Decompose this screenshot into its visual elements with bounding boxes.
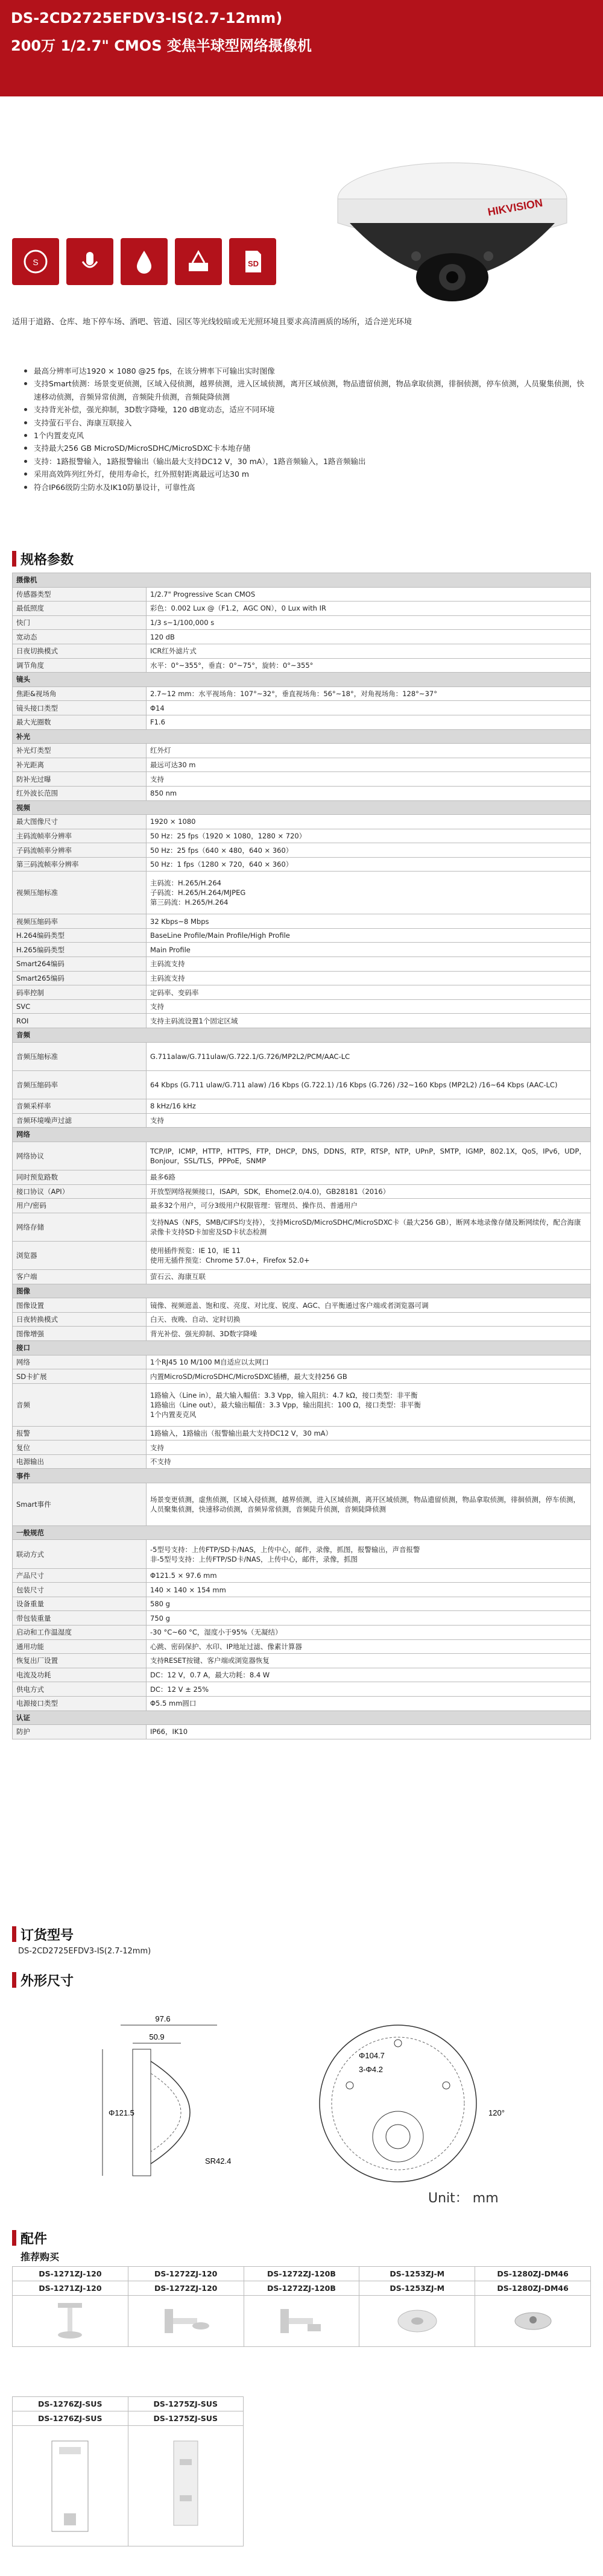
spec-value: 1路输入，1路输出（报警输出最大支持DC12 V，30 mA） <box>147 1426 591 1440</box>
spec-key: 最大图像尺寸 <box>13 815 147 829</box>
spec-row <box>13 1597 591 1611</box>
spec-value: BaseLine Profile/Main Profile/High Profile <box>147 928 591 943</box>
spec-key: 电流及功耗 <box>13 1668 147 1682</box>
spec-key: 音频 <box>13 1383 147 1426</box>
spec-row <box>13 1668 591 1682</box>
dim-50-9: 50.9 <box>149 2032 165 2041</box>
spec-key: 联动方式 <box>13 1540 147 1568</box>
spec-value: 使用插件预览：IE 10，IE 11 使用无插件预览：Chrome 57.0+，Firefox 52.0+ <box>147 1241 591 1269</box>
spec-row <box>13 1213 591 1241</box>
spec-row <box>13 1099 591 1113</box>
spec-category: 音频 <box>13 1028 591 1043</box>
spec-key: 复位 <box>13 1440 147 1455</box>
spec-key: 客户端 <box>13 1270 147 1284</box>
spec-key: 包装尺寸 <box>13 1583 147 1597</box>
spec-row <box>13 1014 591 1028</box>
acc-name: DS-1280ZJ-DM46 <box>475 2281 591 2296</box>
spec-value: G.711alaw/G.711ulaw/G.722.1/G.726/MP2L2/PCM/AAC-LC <box>147 1042 591 1070</box>
spec-value: 场景变更侦测，虚焦侦测，区域入侵侦测，越界侦测，进入区域侦测，离开区域侦测，物品遗留侦测，物品拿取侦测，徘徊侦测，停车侦测，人员聚集侦测，快速移动侦测，音频异常侦测，音频陡升侦测，音频陡降侦测 <box>147 1483 591 1526</box>
acc-image <box>13 2296 128 2347</box>
spec-row <box>13 985 591 1000</box>
spec-row <box>13 914 591 929</box>
spec-category: 事件 <box>13 1469 591 1483</box>
spec-row <box>13 1170 591 1184</box>
spec-row <box>13 686 591 701</box>
intro-text: 适用于道路、仓库、地下停车场、酒吧、管道、园区等光线较暗或无光照环境且要求高清画质的场所，适合逆光环境 <box>12 318 412 327</box>
spec-row <box>13 1270 591 1284</box>
acc-name: DS-1272ZJ-120B <box>244 2281 359 2296</box>
spec-row <box>13 701 591 715</box>
spec-key: 补光灯类型 <box>13 744 147 758</box>
spec-key: 同时预览路数 <box>13 1170 147 1184</box>
spec-row <box>13 744 591 758</box>
spec-row <box>13 843 591 858</box>
spec-value: 1路输入（Line in），最大输入幅值：3.3 Vpp，输入阻抗：4.7 kΩ，接口类型：非平衡 1路输出（Line out），最大输出幅值：3.3 Vpp，输出阻抗：100 Ω，接口类型：非平衡 1个内置麦克风 <box>147 1383 591 1426</box>
spec-row <box>13 1199 591 1213</box>
acc-image <box>244 2296 359 2347</box>
spec-row <box>13 1454 591 1469</box>
spec-key: 图像增强 <box>13 1327 147 1341</box>
spec-key: 防护 <box>13 1725 147 1739</box>
spec-row <box>13 1383 591 1426</box>
spec-value: 50 Hz：25 fps（1920 × 1080，1280 × 720） <box>147 829 591 843</box>
acc-name: DS-1253ZJ-M <box>359 2267 475 2281</box>
section-marker <box>12 551 16 567</box>
spec-category-row <box>13 1128 591 1142</box>
spec-value: 1个RJ45 10 M/100 M自适应以太网口 <box>147 1355 591 1369</box>
spec-key: 音频压缩标准 <box>13 1042 147 1070</box>
acc-name: DS-1276ZJ-SUS <box>13 2397 128 2411</box>
spec-value: 内置MicroSD/MicroSDHC/MicroSDXC插槽，最大支持256 GB <box>147 1369 591 1384</box>
spec-value: 白天、夜晚、自动、定时切换 <box>147 1312 591 1327</box>
order-title: 订货型号 <box>21 1928 74 1943</box>
spec-value: Φ5.5 mm圆口 <box>147 1696 591 1711</box>
spec-key: 宽动态 <box>13 630 147 644</box>
spec-value: 背光补偿、强光抑制、3D数字降噪 <box>147 1327 591 1341</box>
spec-key: 报警 <box>13 1426 147 1440</box>
spec-key: 供电方式 <box>13 1682 147 1697</box>
spec-key: 主码流帧率分辨率 <box>13 829 147 843</box>
spec-category-row <box>13 1341 591 1356</box>
spec-row <box>13 1355 591 1369</box>
spec-value: 50 Hz：25 fps（640 × 480，640 × 360） <box>147 843 591 858</box>
acc-name: DS-1271ZJ-120 <box>13 2281 128 2296</box>
spec-value: Main Profile <box>147 943 591 957</box>
spec-key: 启动和工作温湿度 <box>13 1625 147 1639</box>
spec-value: 120 dB <box>147 630 591 644</box>
spec-row <box>13 1483 591 1526</box>
spec-value: 支持 <box>147 1440 591 1455</box>
acc-image <box>13 2426 128 2546</box>
spec-category: 补光 <box>13 729 591 744</box>
spec-row <box>13 786 591 800</box>
section-marker <box>12 1972 16 1988</box>
spec-value: 2.7~12 mm：水平视场角：107°~32°，垂直视场角：56°~18°，对角视场角：128°~37° <box>147 686 591 701</box>
spec-value: -30 °C~60 °C，湿度小于95%（无凝结） <box>147 1625 591 1639</box>
spec-key: 调节角度 <box>13 658 147 673</box>
dim-121-5: Φ121.5 <box>109 2108 134 2117</box>
spec-row <box>13 1696 591 1711</box>
spec-value: 镜像、视频遮盖、饱和度、亮度、对比度、锐度、AGC、白平衡通过客户端或者浏览器可调 <box>147 1298 591 1313</box>
spec-key: Smart265编码 <box>13 971 147 985</box>
spec-title: 规格参数 <box>21 553 74 568</box>
section-marker <box>12 2230 16 2246</box>
spec-value: 主码流支持 <box>147 971 591 985</box>
spec-category: 一般规范 <box>13 1525 591 1540</box>
spec-key: 传感器类型 <box>13 587 147 602</box>
spec-row <box>13 1070 591 1099</box>
spec-row <box>13 957 591 972</box>
spec-value: -5型号支持：上传FTP/SD卡/NAS，上传中心，邮件，录像，抓图，报警输出，声音报警 非-5型号支持：上传FTP/SD卡/NAS，上传中心，邮件，录像，抓图 <box>147 1540 591 1568</box>
feature-item: 最高分辨率可达1920 × 1080 @25 fps，在该分辨率下可输出实时图像 <box>24 365 585 377</box>
spec-row <box>13 715 591 729</box>
spec-row <box>13 758 591 772</box>
spec-row <box>13 658 591 673</box>
feature-item: 支持萤石平台、海康互联接入 <box>24 416 585 429</box>
spec-category: 图像 <box>13 1284 591 1298</box>
spec-value: 8 kHz/16 kHz <box>147 1099 591 1113</box>
spec-key: 镜头接口类型 <box>13 701 147 715</box>
acc-name: DS-1272ZJ-120B <box>244 2267 359 2281</box>
spec-row <box>13 1142 591 1170</box>
acc-name: DS-1272ZJ-120 <box>128 2281 244 2296</box>
spec-key: 视频压缩标准 <box>13 872 147 914</box>
spec-key: 产品尺寸 <box>13 1568 147 1583</box>
acc-image <box>128 2296 244 2347</box>
svg-text:S: S <box>33 257 39 267</box>
spec-key: 快门 <box>13 615 147 630</box>
spec-key: 红外波长范围 <box>13 786 147 800</box>
spec-key: ROI <box>13 1014 147 1028</box>
spec-key: 网络协议 <box>13 1142 147 1170</box>
spec-value: 最多32个用户，可分3级用户权限管理：管理员、操作员、普通用户 <box>147 1199 591 1213</box>
spec-category-row <box>13 800 591 815</box>
spec-row <box>13 615 591 630</box>
audio-icon <box>66 238 113 285</box>
dim-120-deg: 120° <box>488 2108 505 2117</box>
vandal-icon <box>175 238 222 285</box>
spec-value: Φ121.5 × 97.6 mm <box>147 1568 591 1583</box>
spec-category: 视频 <box>13 800 591 815</box>
spec-value: 主码流支持 <box>147 957 591 972</box>
order-model: DS-2CD2725EFDV3-IS(2.7-12mm) <box>18 1947 151 1956</box>
acc-name: DS-1280ZJ-DM46 <box>475 2267 591 2281</box>
spec-value: 支持主码流设置1个固定区域 <box>147 1014 591 1028</box>
spec-category: 认证 <box>13 1711 591 1725</box>
feature-item: 支持背光补偿，强光抑制，3D数字降噪，120 dB宽动态，适应不同环境 <box>24 403 585 416</box>
spec-row <box>13 1654 591 1668</box>
acc-subtitle: 推荐购买 <box>21 2251 60 2263</box>
spec-row <box>13 587 591 602</box>
spec-row <box>13 1725 591 1739</box>
spec-row <box>13 1241 591 1269</box>
section-marker <box>12 1926 16 1942</box>
feature-item: 支持：1路报警输入，1路报警输出（输出最大支持DC12 V，30 mA），1路音频输入，1路音频输出 <box>24 455 585 468</box>
spec-value: 1920 × 1080 <box>147 815 591 829</box>
spec-row <box>13 644 591 658</box>
spec-row <box>13 829 591 843</box>
spec-key: 浏览器 <box>13 1241 147 1269</box>
spec-value: 支持 <box>147 999 591 1014</box>
spec-row <box>13 999 591 1014</box>
spec-value: 定码率、变码率 <box>147 985 591 1000</box>
spec-value: ICR红外滤片式 <box>147 644 591 658</box>
spec-row <box>13 1440 591 1455</box>
spec-key: 防补光过曝 <box>13 772 147 787</box>
spec-key: 日夜转换模式 <box>13 1312 147 1327</box>
spec-value: 支持NAS（NFS，SMB/CIFS均支持），支持MicroSD/MicroSDHC/MicroSDXC卡（最大256 GB），断网本地录像存储及断网续传，配合海康录像卡支持SD卡加密及SD卡状态检测 <box>147 1213 591 1241</box>
product-model: DS-2CD2725EFDV3-IS(2.7-12mm) <box>11 10 283 27</box>
spec-row <box>13 857 591 872</box>
spec-value: 750 g <box>147 1611 591 1626</box>
spec-row <box>13 1625 591 1639</box>
spec-value: 开放型网络视频接口，ISAPI，SDK，Ehome(2.0/4.0)，GB28181（2016） <box>147 1184 591 1199</box>
feature-item: 1个内置麦克风 <box>24 429 585 442</box>
feature-item: 支持Smart侦测：场景变更侦测，区域入侵侦测，越界侦测，进入区域侦测，离开区域侦测，物品遗留侦测，物品拿取侦测，徘徊侦测，停车侦测，人员聚集侦测，快速移动侦测，音频异常侦测，音频陡升侦测，音频陡降侦测 <box>24 377 585 403</box>
spec-value: 850 nm <box>147 786 591 800</box>
spec-value: 支持RESET按键、客户端或浏览器恢复 <box>147 1654 591 1668</box>
spec-category-row <box>13 729 591 744</box>
spec-key: SD卡扩展 <box>13 1369 147 1384</box>
spec-value: 水平：0°~355°，垂直：0°~75°，旋转：0°~355° <box>147 658 591 673</box>
spec-key: 通用功能 <box>13 1639 147 1654</box>
feature-item: 支持最大256 GB MicroSD/MicroSDHC/MicroSDXC卡本地存储 <box>24 442 585 454</box>
acc-image <box>128 2426 244 2546</box>
spec-row <box>13 630 591 644</box>
spec-row <box>13 1113 591 1128</box>
spec-value: 最远可达30 m <box>147 758 591 772</box>
spec-key: 音频压缩码率 <box>13 1070 147 1099</box>
spec-row <box>13 872 591 914</box>
spec-value: 主码流：H.265/H.264 子码流：H.265/H.264/MJPEG 第三码流：H.265/H.264 <box>147 872 591 914</box>
spec-key: 子码流帧率分辨率 <box>13 843 147 858</box>
spec-row <box>13 602 591 616</box>
spec-value: Φ14 <box>147 701 591 715</box>
spec-value: 最多6路 <box>147 1170 591 1184</box>
spec-value: 1/3 s~1/100,000 s <box>147 615 591 630</box>
spec-key: 带包装重量 <box>13 1611 147 1626</box>
spec-value: 支持 <box>147 772 591 787</box>
svg-text:SD: SD <box>247 259 259 268</box>
dim-sr42-4: SR42.4 <box>205 2157 232 2166</box>
dim-97-6: 97.6 <box>155 2014 171 2023</box>
accessory-grid-2 <box>12 2396 244 2546</box>
spec-key: Smart264编码 <box>13 957 147 972</box>
spec-category-row <box>13 1469 591 1483</box>
spec-value: 萤石云、海康互联 <box>147 1270 591 1284</box>
acc-name: DS-1276ZJ-SUS <box>13 2411 128 2426</box>
spec-key: 用户/密码 <box>13 1199 147 1213</box>
acc-image <box>475 2296 591 2347</box>
product-subtitle: 200万 1/2.7" CMOS 变焦半球型网络摄像机 <box>11 37 312 54</box>
spec-category-row <box>13 573 591 588</box>
accessory-grid <box>12 2266 591 2347</box>
spec-value: 32 Kbps~8 Mbps <box>147 914 591 929</box>
spec-key: 最低照度 <box>13 602 147 616</box>
dim-title: 外形尺寸 <box>21 1974 74 1989</box>
spec-category-row <box>13 1711 591 1725</box>
spec-row <box>13 1568 591 1583</box>
spec-row <box>13 971 591 985</box>
feature-item: 采用高效阵列红外灯，使用寿命长，红外照射距离最远可达30 m <box>24 468 585 480</box>
spec-key: SVC <box>13 999 147 1014</box>
brand-logo: HIKVISION <box>487 196 544 218</box>
spec-key: Smart事件 <box>13 1483 147 1526</box>
spec-value: 1/2.7" Progressive Scan CMOS <box>147 587 591 602</box>
spec-row <box>13 1312 591 1327</box>
spec-key: 第三码流帧率分辨率 <box>13 857 147 872</box>
spec-row <box>13 1682 591 1697</box>
spec-value: 不支持 <box>147 1454 591 1469</box>
spec-category: 镜头 <box>13 673 591 687</box>
spec-row <box>13 1583 591 1597</box>
spec-value: 心跳、密码保护、水印、IP地址过滤、像素计算器 <box>147 1639 591 1654</box>
spec-key: 音频采样率 <box>13 1099 147 1113</box>
spec-category: 接口 <box>13 1341 591 1356</box>
spec-category-row <box>13 1284 591 1298</box>
spec-value: TCP/IP，ICMP，HTTP，HTTPS，FTP，DHCP，DNS，DDNS，RTP，RTSP，NTP，UPnP，SMTP，IGMP，802.1X，QoS，IPv6，UDP，Bonjour，SSL/TLS，PPPoE，SNMP <box>147 1142 591 1170</box>
acc-name: DS-1275ZJ-SUS <box>128 2397 244 2411</box>
spec-key: 码率控制 <box>13 985 147 1000</box>
spec-key: 视频压缩码率 <box>13 914 147 929</box>
header-banner <box>0 0 603 96</box>
water-drop-icon <box>121 238 168 285</box>
smart-icon <box>12 238 59 285</box>
spec-key: H.264编码类型 <box>13 928 147 943</box>
spec-row <box>13 1327 591 1341</box>
spec-row <box>13 1042 591 1070</box>
spec-key: 设备重量 <box>13 1597 147 1611</box>
spec-category-row <box>13 1525 591 1540</box>
spec-category-row <box>13 1028 591 1043</box>
spec-row <box>13 815 591 829</box>
spec-row <box>13 1184 591 1199</box>
unit-label: Unit： mm <box>428 2191 499 2206</box>
spec-key: 电源接口类型 <box>13 1696 147 1711</box>
sd-card-icon <box>229 238 276 285</box>
camera-product-image <box>314 102 591 331</box>
spec-value: DC：12 V，0.7 A，最大功耗：8.4 W <box>147 1668 591 1682</box>
spec-key: 图像设置 <box>13 1298 147 1313</box>
spec-key: 电源输出 <box>13 1454 147 1469</box>
feature-list <box>24 365 585 494</box>
spec-key: 网络 <box>13 1355 147 1369</box>
acc-name: DS-1271ZJ-120 <box>13 2267 128 2281</box>
spec-value: 彩色：0.002 Lux @（F1.2，AGC ON），0 Lux with IR <box>147 602 591 616</box>
dimension-drawing <box>12 2001 591 2200</box>
spec-category: 网络 <box>13 1128 591 1142</box>
spec-key: 恢复出厂设置 <box>13 1654 147 1668</box>
spec-category-row <box>13 673 591 687</box>
spec-row <box>13 1540 591 1568</box>
spec-row <box>13 943 591 957</box>
spec-key: 接口协议（API） <box>13 1184 147 1199</box>
spec-table <box>12 573 591 1739</box>
spec-row <box>13 1298 591 1313</box>
spec-row <box>13 1611 591 1626</box>
spec-row <box>13 772 591 787</box>
spec-key: 最大光圈数 <box>13 715 147 729</box>
spec-key: H.265编码类型 <box>13 943 147 957</box>
spec-value: DC：12 V ± 25% <box>147 1682 591 1697</box>
spec-value: 64 Kbps (G.711 ulaw/G.711 alaw) /16 Kbps (G.722.1) /16 Kbps (G.726) /32~160 Kbps (MP2L2) /16~64 Kbps (AAC-LC) <box>147 1070 591 1099</box>
spec-category: 摄像机 <box>13 573 591 588</box>
feature-item: 符合IP66级防尘防水及IK10防暴设计，可靠性高 <box>24 481 585 494</box>
acc-name: DS-1275ZJ-SUS <box>128 2411 244 2426</box>
spec-value: 支持 <box>147 1113 591 1128</box>
spec-value: 50 Hz：1 fps（1280 × 720，640 × 360） <box>147 857 591 872</box>
acc-name: DS-1272ZJ-120 <box>128 2267 244 2281</box>
spec-key: 音频环境噪声过滤 <box>13 1113 147 1128</box>
feature-icons <box>12 238 326 286</box>
dim-104-7: Φ104.7 <box>359 2051 385 2060</box>
acc-image <box>359 2296 475 2347</box>
spec-row <box>13 1369 591 1384</box>
spec-key: 网络存储 <box>13 1213 147 1241</box>
spec-value: 580 g <box>147 1597 591 1611</box>
spec-key: 补光距离 <box>13 758 147 772</box>
spec-value: IP66，IK10 <box>147 1725 591 1739</box>
spec-row <box>13 1426 591 1440</box>
spec-value: F1.6 <box>147 715 591 729</box>
dim-3-4-2: 3-Φ4.2 <box>359 2065 384 2074</box>
spec-row <box>13 928 591 943</box>
spec-key: 日夜切换模式 <box>13 644 147 658</box>
spec-value: 140 × 140 × 154 mm <box>147 1583 591 1597</box>
acc-title: 配件 <box>21 2232 48 2247</box>
spec-key: 焦距&视场角 <box>13 686 147 701</box>
acc-name: DS-1253ZJ-M <box>359 2281 475 2296</box>
spec-value: 红外灯 <box>147 744 591 758</box>
spec-row <box>13 1639 591 1654</box>
